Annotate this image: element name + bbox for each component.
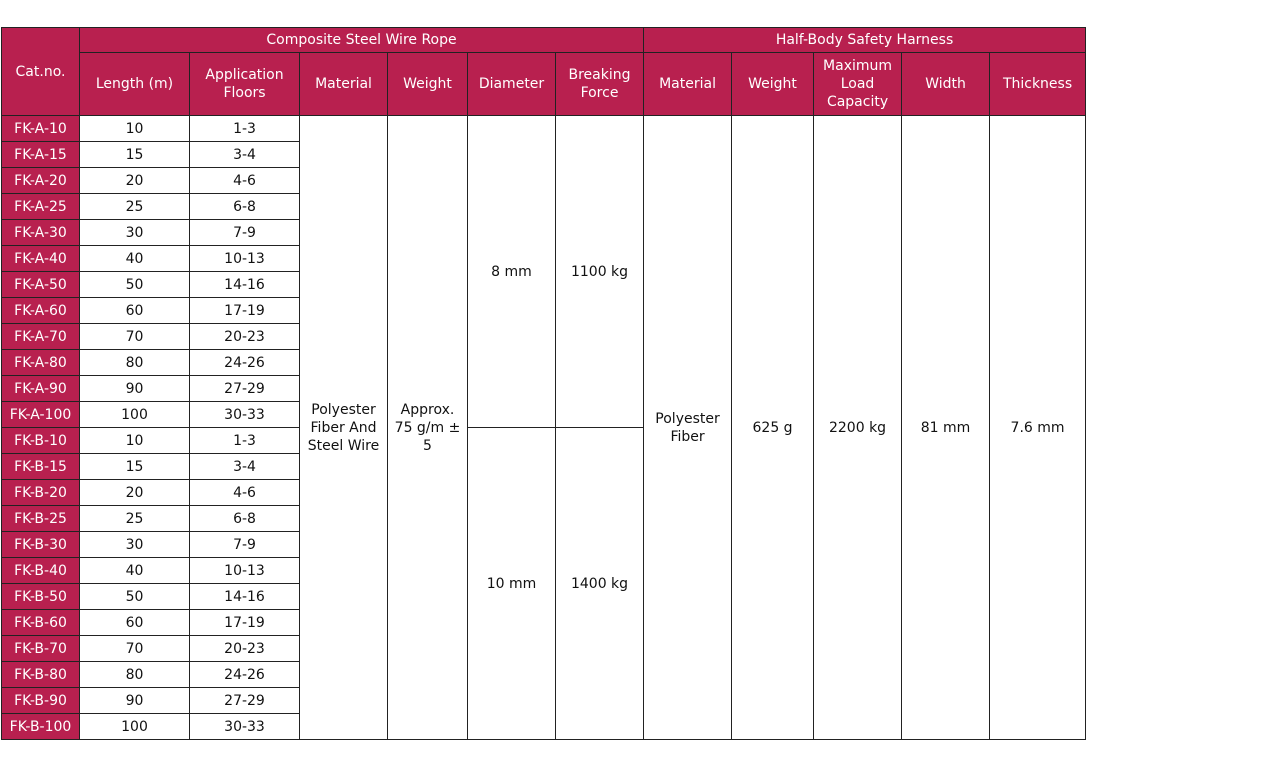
col-harness-material-header: Material <box>644 53 732 116</box>
rope-group-header: Composite Steel Wire Rope <box>80 28 644 53</box>
cat-no-cell: FK-A-50 <box>2 272 80 298</box>
length-cell: 20 <box>80 168 190 194</box>
breaking-force-a-cell: 1100 kg <box>556 116 644 428</box>
length-cell: 50 <box>80 272 190 298</box>
width-cell: 81 mm <box>902 116 990 740</box>
floors-cell: 20-23 <box>190 324 300 350</box>
header-column-row <box>2 53 1086 116</box>
spec-table <box>1 27 1086 740</box>
floors-cell: 24-26 <box>190 662 300 688</box>
cat-no-cell: FK-A-40 <box>2 246 80 272</box>
cat-no-cell: FK-A-100 <box>2 402 80 428</box>
floors-cell: 17-19 <box>190 298 300 324</box>
length-cell: 10 <box>80 116 190 142</box>
floors-cell: 10-13 <box>190 246 300 272</box>
floors-cell: 3-4 <box>190 454 300 480</box>
floors-cell: 1-3 <box>190 428 300 454</box>
floors-cell: 30-33 <box>190 402 300 428</box>
length-cell: 70 <box>80 636 190 662</box>
floors-cell: 14-16 <box>190 272 300 298</box>
col-rope-material-header: Material <box>300 53 388 116</box>
cat-no-cell: FK-A-70 <box>2 324 80 350</box>
floors-cell: 20-23 <box>190 636 300 662</box>
length-cell: 50 <box>80 584 190 610</box>
length-cell: 100 <box>80 714 190 740</box>
cat-no-cell: FK-B-70 <box>2 636 80 662</box>
cat-no-cell: FK-A-30 <box>2 220 80 246</box>
col-diameter-header: Diameter <box>468 53 556 116</box>
length-cell: 15 <box>80 454 190 480</box>
cat-no-cell: FK-B-90 <box>2 688 80 714</box>
cat-no-cell: FK-B-50 <box>2 584 80 610</box>
length-cell: 40 <box>80 558 190 584</box>
table-row <box>2 116 1086 142</box>
capacity-cell: 2200 kg <box>814 116 902 740</box>
harness-group-header: Half-Body Safety Harness <box>644 28 1086 53</box>
col-breaking-force-header: Breaking Force <box>556 53 644 116</box>
cat-no-cell: FK-A-10 <box>2 116 80 142</box>
length-cell: 70 <box>80 324 190 350</box>
length-cell: 25 <box>80 506 190 532</box>
col-floors-header: Application Floors <box>190 53 300 116</box>
length-cell: 80 <box>80 350 190 376</box>
length-cell: 15 <box>80 142 190 168</box>
cat-no-cell: FK-A-15 <box>2 142 80 168</box>
cat-no-cell: FK-A-25 <box>2 194 80 220</box>
col-thickness-header: Thickness <box>990 53 1086 116</box>
cat-no-cell: FK-B-30 <box>2 532 80 558</box>
length-cell: 30 <box>80 220 190 246</box>
catno-header: Cat.no. <box>2 28 80 116</box>
col-harness-weight-header: Weight <box>732 53 814 116</box>
cat-no-cell: FK-A-60 <box>2 298 80 324</box>
length-cell: 20 <box>80 480 190 506</box>
length-cell: 100 <box>80 402 190 428</box>
cat-no-cell: FK-A-90 <box>2 376 80 402</box>
floors-cell: 7-9 <box>190 220 300 246</box>
harness-weight-cell: 625 g <box>732 116 814 740</box>
length-cell: 40 <box>80 246 190 272</box>
diameter-a-cell: 8 mm <box>468 116 556 428</box>
thickness-cell: 7.6 mm <box>990 116 1086 740</box>
length-cell: 25 <box>80 194 190 220</box>
col-width-header: Width <box>902 53 990 116</box>
cat-no-cell: FK-B-25 <box>2 506 80 532</box>
floors-cell: 30-33 <box>190 714 300 740</box>
rope-material-cell: Polyester Fiber And Steel Wire <box>300 116 388 740</box>
cat-no-cell: FK-B-80 <box>2 662 80 688</box>
cat-no-cell: FK-B-100 <box>2 714 80 740</box>
spec-table-body <box>2 116 1086 740</box>
length-cell: 60 <box>80 298 190 324</box>
col-length-header: Length (m) <box>80 53 190 116</box>
length-cell: 90 <box>80 376 190 402</box>
floors-cell: 6-8 <box>190 194 300 220</box>
floors-cell: 27-29 <box>190 376 300 402</box>
cat-no-cell: FK-A-80 <box>2 350 80 376</box>
cat-no-cell: FK-A-20 <box>2 168 80 194</box>
harness-material-cell: Polyester Fiber <box>644 116 732 740</box>
cat-no-cell: FK-B-10 <box>2 428 80 454</box>
length-cell: 80 <box>80 662 190 688</box>
floors-cell: 14-16 <box>190 584 300 610</box>
col-rope-weight-header: Weight <box>388 53 468 116</box>
floors-cell: 27-29 <box>190 688 300 714</box>
floors-cell: 10-13 <box>190 558 300 584</box>
col-capacity-header: Maximum Load Capacity <box>814 53 902 116</box>
diameter-b-cell: 10 mm <box>468 428 556 740</box>
floors-cell: 6-8 <box>190 506 300 532</box>
floors-cell: 17-19 <box>190 610 300 636</box>
length-cell: 90 <box>80 688 190 714</box>
cat-no-cell: FK-B-60 <box>2 610 80 636</box>
header-group-row <box>2 28 1086 53</box>
floors-cell: 1-3 <box>190 116 300 142</box>
floors-cell: 7-9 <box>190 532 300 558</box>
length-cell: 60 <box>80 610 190 636</box>
cat-no-cell: FK-B-40 <box>2 558 80 584</box>
floors-cell: 3-4 <box>190 142 300 168</box>
breaking-force-b-cell: 1400 kg <box>556 428 644 740</box>
floors-cell: 24-26 <box>190 350 300 376</box>
cat-no-cell: FK-B-15 <box>2 454 80 480</box>
rope-weight-cell: Approx. 75 g/m ± 5 <box>388 116 468 740</box>
cat-no-cell: FK-B-20 <box>2 480 80 506</box>
length-cell: 30 <box>80 532 190 558</box>
floors-cell: 4-6 <box>190 480 300 506</box>
length-cell: 10 <box>80 428 190 454</box>
floors-cell: 4-6 <box>190 168 300 194</box>
